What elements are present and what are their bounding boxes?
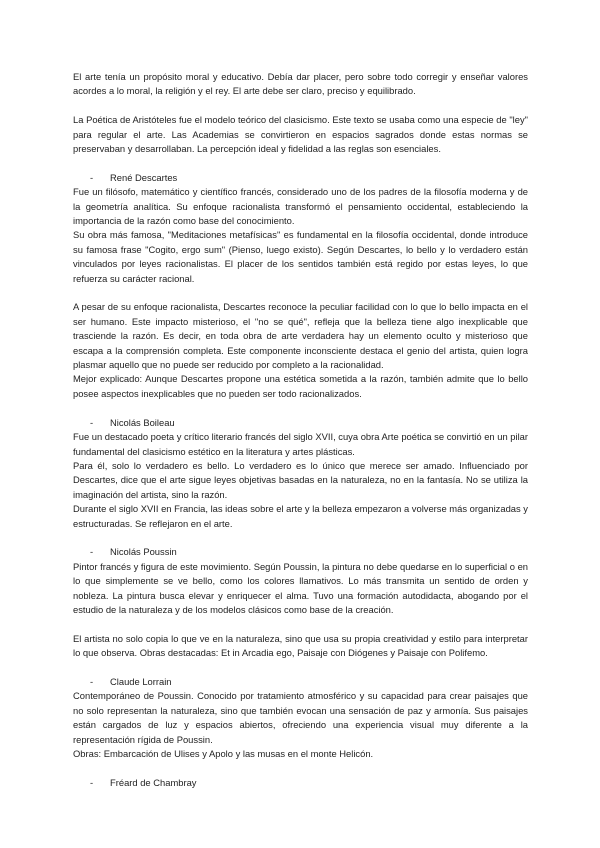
paragraph-text: Para él, solo lo verdadero es bello. Lo verdadero es lo único que merece ser amado. Influenciado por Descartes, dice que el arte sigue leyes objetivas basadas en la naturaleza, no en la fantasía. No se utiliza la imaginación del artista, sino la razón. <box>73 459 528 500</box>
paragraph-moral-purpose <box>73 70 528 99</box>
section-boileau <box>73 430 528 531</box>
paragraph-text: A pesar de su enfoque racionalista, Descartes reconoce la peculiar facilidad con lo que lo bello impacta en el ser humano. Este impacto misterioso, el "no se qué", refleja que la belleza tiene algo inexplicable que trasciende la razón. Es decir, en toda obra de arte verdadera hay un elemento oculto y misterioso que escapa a la comprensión completa. Este componente inconsciente destaca el genio del artista, quien logra plasmar aquello que no puede ser reducido por completo a la racionalidad. <box>73 301 528 371</box>
paragraph-poetica <box>73 113 528 156</box>
heading-boileau <box>73 416 528 430</box>
bullet-dash: - <box>90 776 94 788</box>
paragraph-text: Mejor explicado: Aunque Descartes propone una estética sometida a la razón, también admite que lo bello posee aspectos inexplicables que no pueden ser todo racionalizados. <box>73 373 528 399</box>
section-poussin <box>73 560 528 661</box>
section-descartes <box>73 185 528 401</box>
paragraph-text: El artista no solo copia lo que ve en la naturaleza, sino que usa su propia creatividad y estilo para interpretar lo que observa. Obras destacadas: Et in Arcadia ego, Paisaje con Diógenes y Paisaje con Polifemo. <box>73 632 528 659</box>
bullet-dash: - <box>90 675 94 687</box>
section-lorrain <box>73 689 528 761</box>
heading-text: René Descartes <box>110 171 178 183</box>
heading-lorrain <box>73 675 528 689</box>
paragraph-text: El arte tenía un propósito moral y educativo. Debía dar placer, pero sobre todo corregir y enseñar valores acordes a lo moral, la religión y el rey. El arte debe ser claro, preciso y equilibrado. <box>73 71 528 97</box>
paragraph-text: Su obra más famosa, "Meditaciones metafísicas" es fundamental en la filosofía occidental, donde introduce su famosa frase "Cogito, ergo sum" (Pienso, luego existo). Según Descartes, lo bello y lo verdadero están vinculados por leyes racionalistas. El placer de los sentidos también está regido por estas leyes, lo que refuerza su carácter racional. <box>73 229 528 284</box>
paragraph-text: Durante el siglo XVII en Francia, las ideas sobre el arte y la belleza empezaron a volverse más organizadas y estructuradas. Se reflejaron en el arte. <box>73 503 528 529</box>
heading-text: Fréard de Chambray <box>110 776 197 788</box>
bullet-dash: - <box>90 546 94 558</box>
heading-descartes <box>73 171 528 185</box>
paragraph-text: Contemporáneo de Poussin. Conocido por tratamiento atmosférico y su capacidad para crear paisajes que no solo representan la naturaleza, sino que también evocan una sensación de paz y armonía. Sus paisajes están cargados de luz y espacios abiertos, ofreciendo una experiencia visual muy diferente a la representación rígida de Poussin. <box>73 690 528 745</box>
paragraph-text: Pintor francés y figura de este movimiento. Según Poussin, la pintura no debe quedarse en lo superficial o en lo que simplemente se ve bello, como los colores llamativos. Lo más transmita un sentido de orden y nobleza. La pintura busca elevar y enriquecer el alma. Tuvo una formación autodidacta, abogando por el estudio de la naturaleza y de los modelos clásicos como base de la creación. <box>73 560 528 615</box>
bullet-dash: - <box>90 416 94 428</box>
heading-chambray <box>73 776 528 790</box>
paragraph-text: Obras: Embarcación de Ulises y Apolo y las musas en el monte Helicón. <box>73 747 374 759</box>
heading-text: Claude Lorrain <box>110 675 172 687</box>
heading-poussin <box>73 545 528 559</box>
heading-text: Nicolás Poussin <box>110 546 177 558</box>
paragraph-text: Fue un filósofo, matemático y científico francés, considerado uno de los padres de la filosofía moderna y de la geometría analítica. Su enfoque racionalista transformó el pensamiento occidental, estableciendo la importancia de la razón como base del conocimiento. <box>73 186 528 227</box>
paragraph-text: La Poética de Aristóteles fue el modelo teórico del clasicismo. Este texto se usaba como una especie de "ley" para regular el arte. Las Academias se convirtieron en espacios sagrados donde estas normas se preservaban y desarrollaban. La percepción ideal y fidelidad a las reglas son esenciales. <box>73 114 528 155</box>
heading-text: Nicolás Boileau <box>110 416 175 428</box>
paragraph-text: Fue un destacado poeta y crítico literario francés del siglo XVII, cuya obra Arte poética se convirtió en un pilar fundamental del clasicismo estético en la literatura y artes plásticas. <box>73 431 528 457</box>
bullet-dash: - <box>90 171 94 183</box>
